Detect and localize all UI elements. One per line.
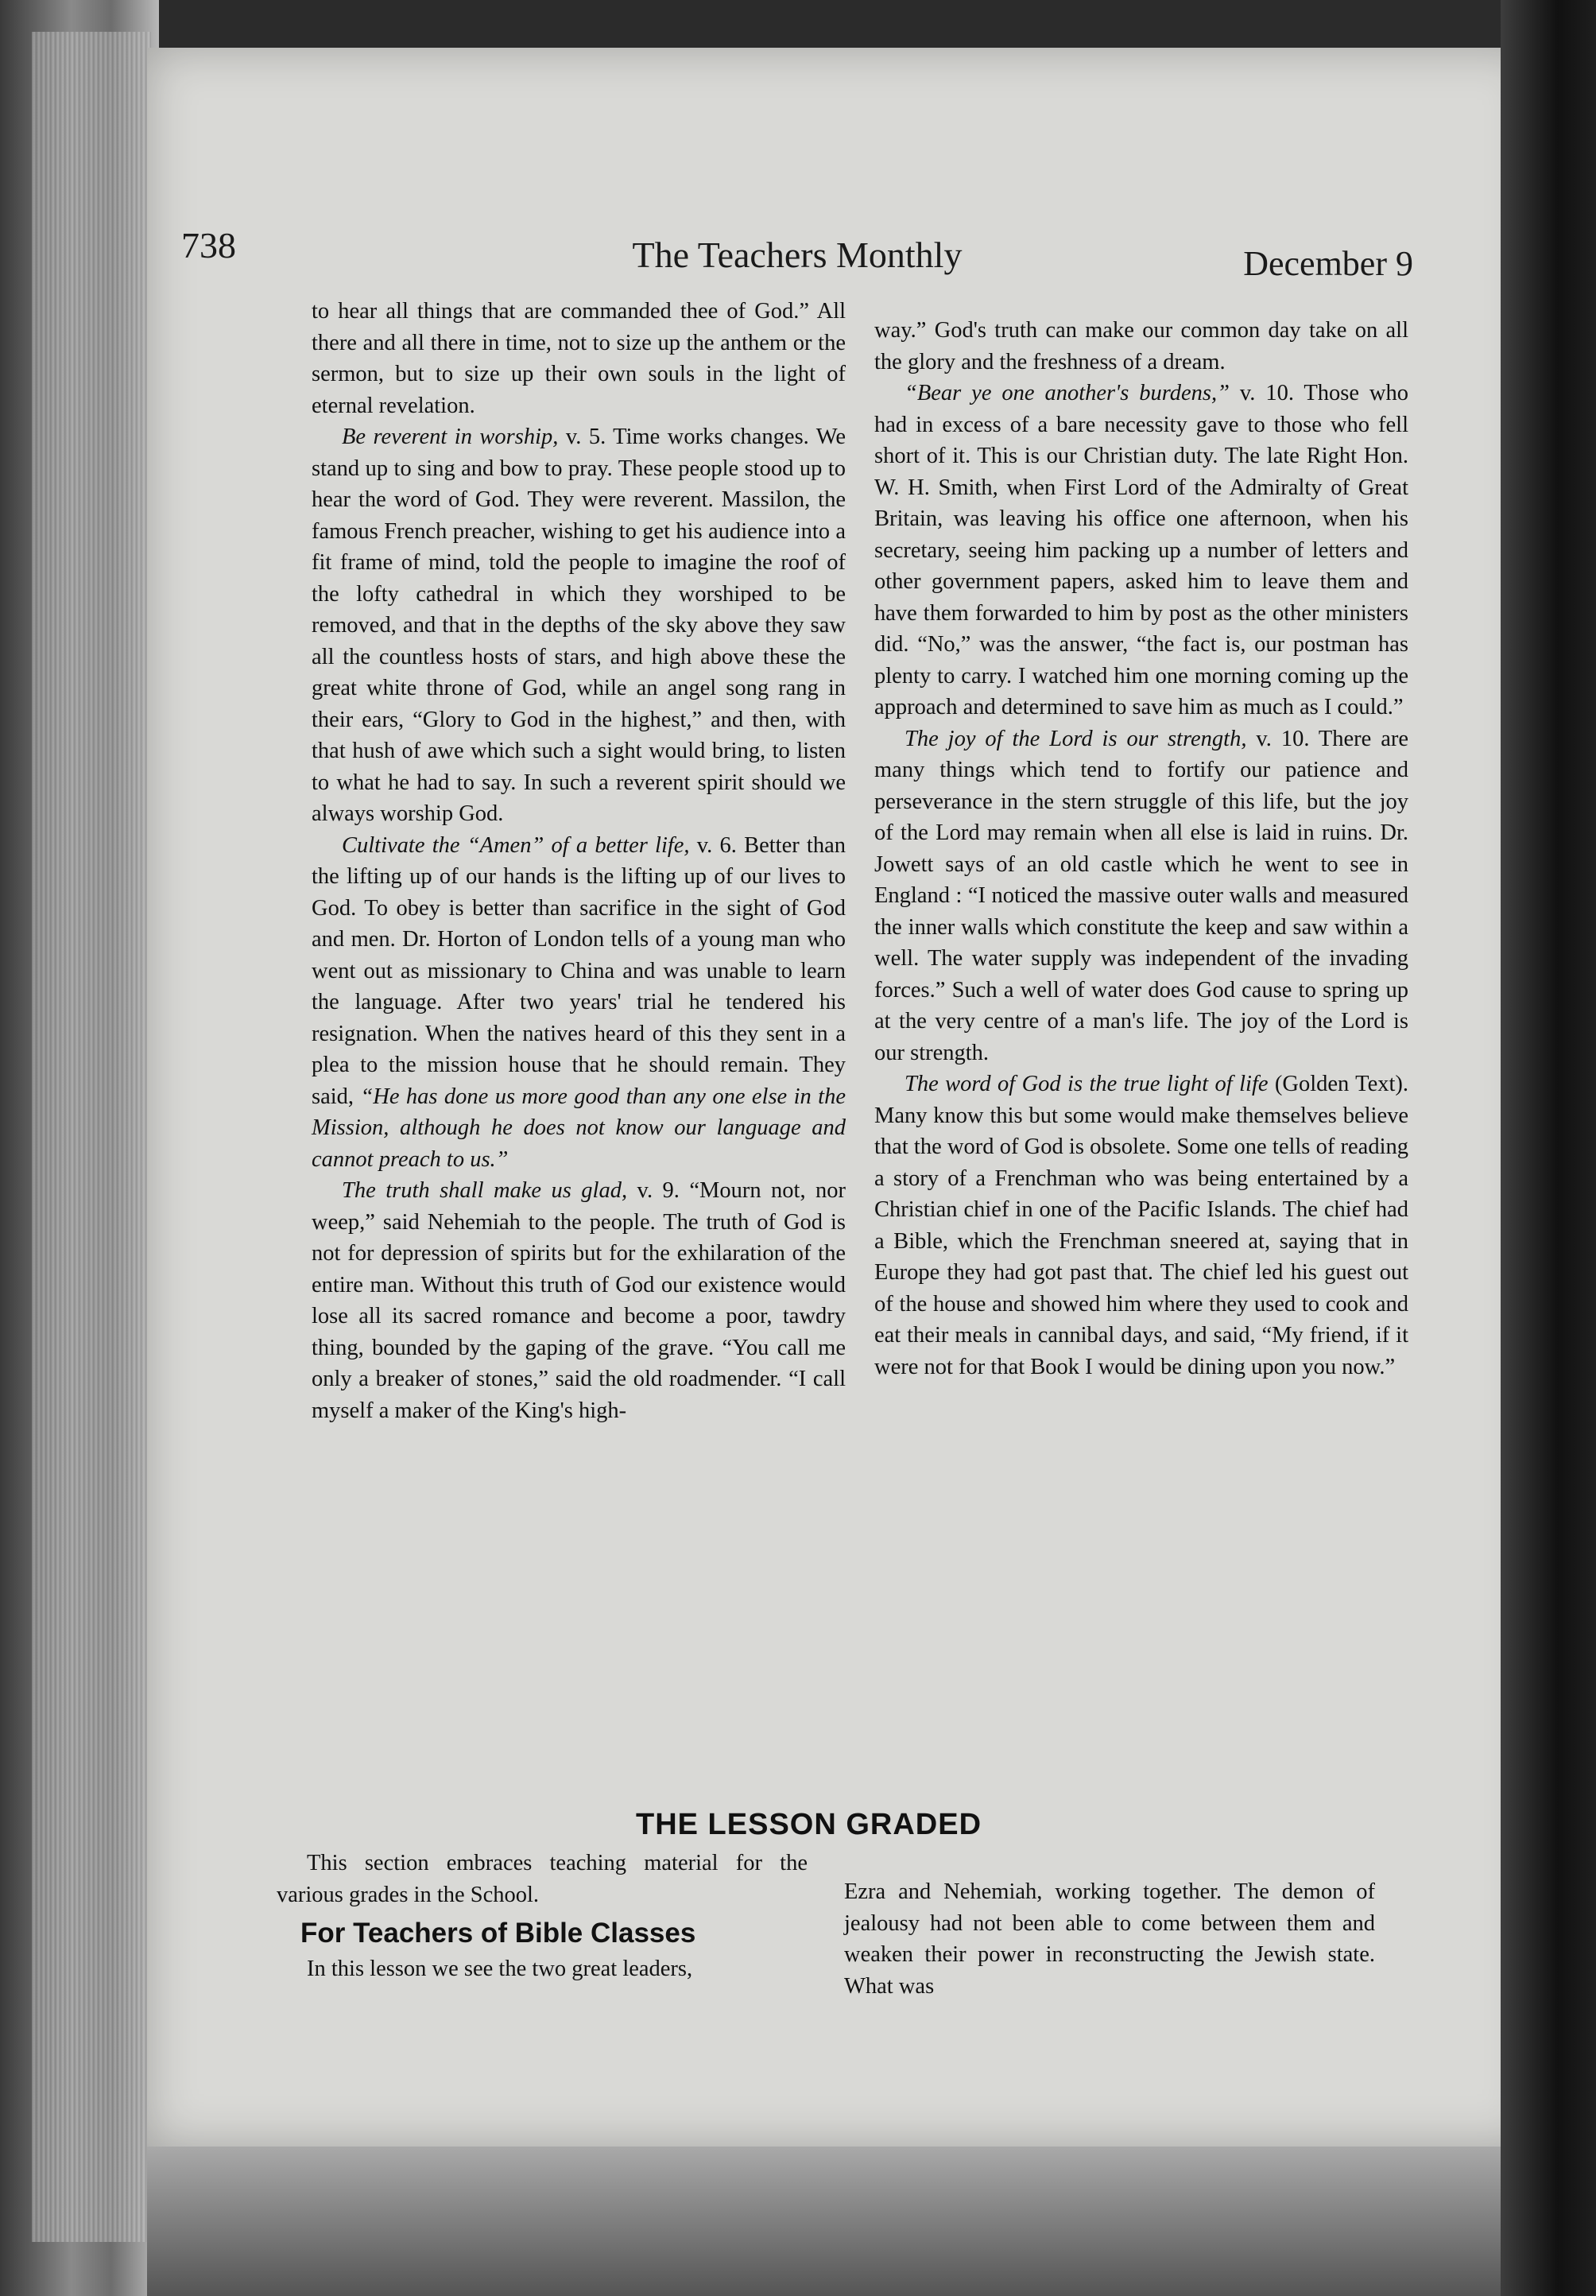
paragraph <box>874 723 1408 1069</box>
paragraph-lead: The word of God is the true light of life <box>905 1072 1269 1096</box>
scan-right-edge <box>1501 0 1596 2296</box>
lesson-graded-left-text: In this lesson we see the two great leaders, <box>307 1957 693 1981</box>
lesson-graded-heading: THE LESSON GRADED <box>636 1808 982 1841</box>
lesson-graded-left <box>277 1848 808 1985</box>
publication-title: The Teachers Monthly <box>632 235 963 275</box>
paragraph-lead: Cultivate the “Amen” of a better life, <box>342 832 690 858</box>
scan-bottom-shadow <box>147 2147 1534 2296</box>
lesson-graded-right <box>844 1876 1375 2002</box>
paragraph-lead: The joy of the Lord is our strength, <box>905 726 1247 751</box>
page-number: 738 <box>181 225 236 266</box>
paragraph <box>312 421 846 830</box>
page-header <box>181 216 1413 288</box>
lesson-graded-intro: This section embraces teaching material for the various grades in the School. <box>277 1851 808 1907</box>
paragraph-text: v. 10. Those who had in excess of a bare necessity gave to those who fell short of it. This is our Christian duty. The late Right Hon. W. H. Smith, when First Lord of the Admiralty of Great Britain, was leaving his office one afternoon, when his secretary, seeing him packing up a number of letters and other government papers, asked him to leave them and have them forwarded to him by post as the other ministers did. “No,” was the answer, “the fact is, our postman has plenty to carry. I watched him one morning coming up the approach and determined to save him as much as I could.” <box>874 381 1408 719</box>
lesson-graded-right-text: Ezra and Nehemiah, working together. The demon of jealousy had not been able to come between them and weaken their power in reconstructing the Jewish state. What was <box>844 1879 1375 1999</box>
paragraph <box>874 378 1408 723</box>
paragraph-text: v. 10. There are many things which tend to fortify our patience and perseverance in the stern struggle of this life, but the joy of the Lord may remain when all else is laid in ruins. Dr. Jowett says of an old castle which he went to see in England : “I noticed the massive outer walls and measured the inner walls which constitute the keep and saw within a well. The water supply was independent of the invading forces.” Such a well of water does God cause to spring up at the very centre of a man's life. The joy of the Lord is our strength. <box>874 726 1408 1065</box>
left-column <box>312 296 846 1426</box>
paragraph-lead: “Bear ye one another's burdens,” <box>905 381 1230 405</box>
paragraph <box>312 830 846 1176</box>
right-column <box>874 315 1408 1383</box>
paragraph <box>312 296 846 421</box>
paragraph-lead: The truth shall make us glad, <box>342 1178 628 1203</box>
bible-classes-subheading: For Teachers of Bible Classes <box>300 1918 696 1949</box>
paragraph-text: v. 5. Time works changes. We stand up to sing and bow to pray. These people stood up to hear the word of God. They were reverent. Massilon, the famous French preacher, wishing to get his audience into a fit frame of mind, told the people to imagine the roof of the lofty cathedral in which they worshiped to be removed, and that in the depths of the sky above they saw all the countless hosts of stars, and high above these the great white throne of God, while an angel song rang in their ears, “Glory to God in the highest,” and then, with that hush of awe which such a sight would bring, to listen to what he had to say. In such a reverent spirit should we always worship God. <box>312 425 846 826</box>
paragraph-text: (Golden Text). Many know this but some would make themselves believe that the word of God is obsolete. Some one tells of reading a story of a Frenchman who was being entertained by a Christian chief in one of the Pacific Islands. The chief had a Bible, which the Frenchman sneered at, saying that in Europe they had got past that. The chief led his guest out of the house and showed him where they used to cook and eat their meals in cannibal days, and said, “My friend, if it were not for that Book I would be dining upon you now.” <box>874 1072 1408 1379</box>
paragraph-text: way.” God's truth can make our common day take on all the glory and the freshness of a dream. <box>874 318 1408 374</box>
issue-date: December 9 <box>1243 244 1413 283</box>
paragraph-text: v. 6. Better than the lifting up of our hands is the lifting up of our lives to God. To obey is better than sacrifice in the sight of God and men. Dr. Horton of London tells of a young man who went out as missionary to China and was unable to learn the language. After two years' trial he tendered his resignation. When the natives heard of this they sent in a plea to the mission house that he should remain. They said, <box>312 832 846 1109</box>
paragraph-quote: “He has done us more good than any one else in the Mission, although he does not know our language and cannot preach to us.” <box>312 1084 846 1172</box>
page-edges <box>32 32 151 2242</box>
paragraph <box>874 315 1408 378</box>
paragraph-lead: Be reverent in worship, <box>342 425 559 449</box>
paragraph <box>874 1068 1408 1383</box>
paragraph <box>312 1175 846 1426</box>
paragraph-text: v. 9. “Mourn not, nor weep,” said Nehemiah to the people. The truth of God is not for depression of spirits but for the exhilaration of the entire man. Without this truth of God our existence would lose all its sacred romance and become a poor, tawdry thing, bounded by the gaping of the grave. “You call me only a breaker of stones,” said the old roadmender. “I call myself a maker of the King's high- <box>312 1178 846 1423</box>
paragraph-text: to hear all things that are commanded thee of God.” All there and all there in time, not to size up the anthem or the sermon, but to size up their own souls in the light of eternal revelation. <box>312 299 846 418</box>
